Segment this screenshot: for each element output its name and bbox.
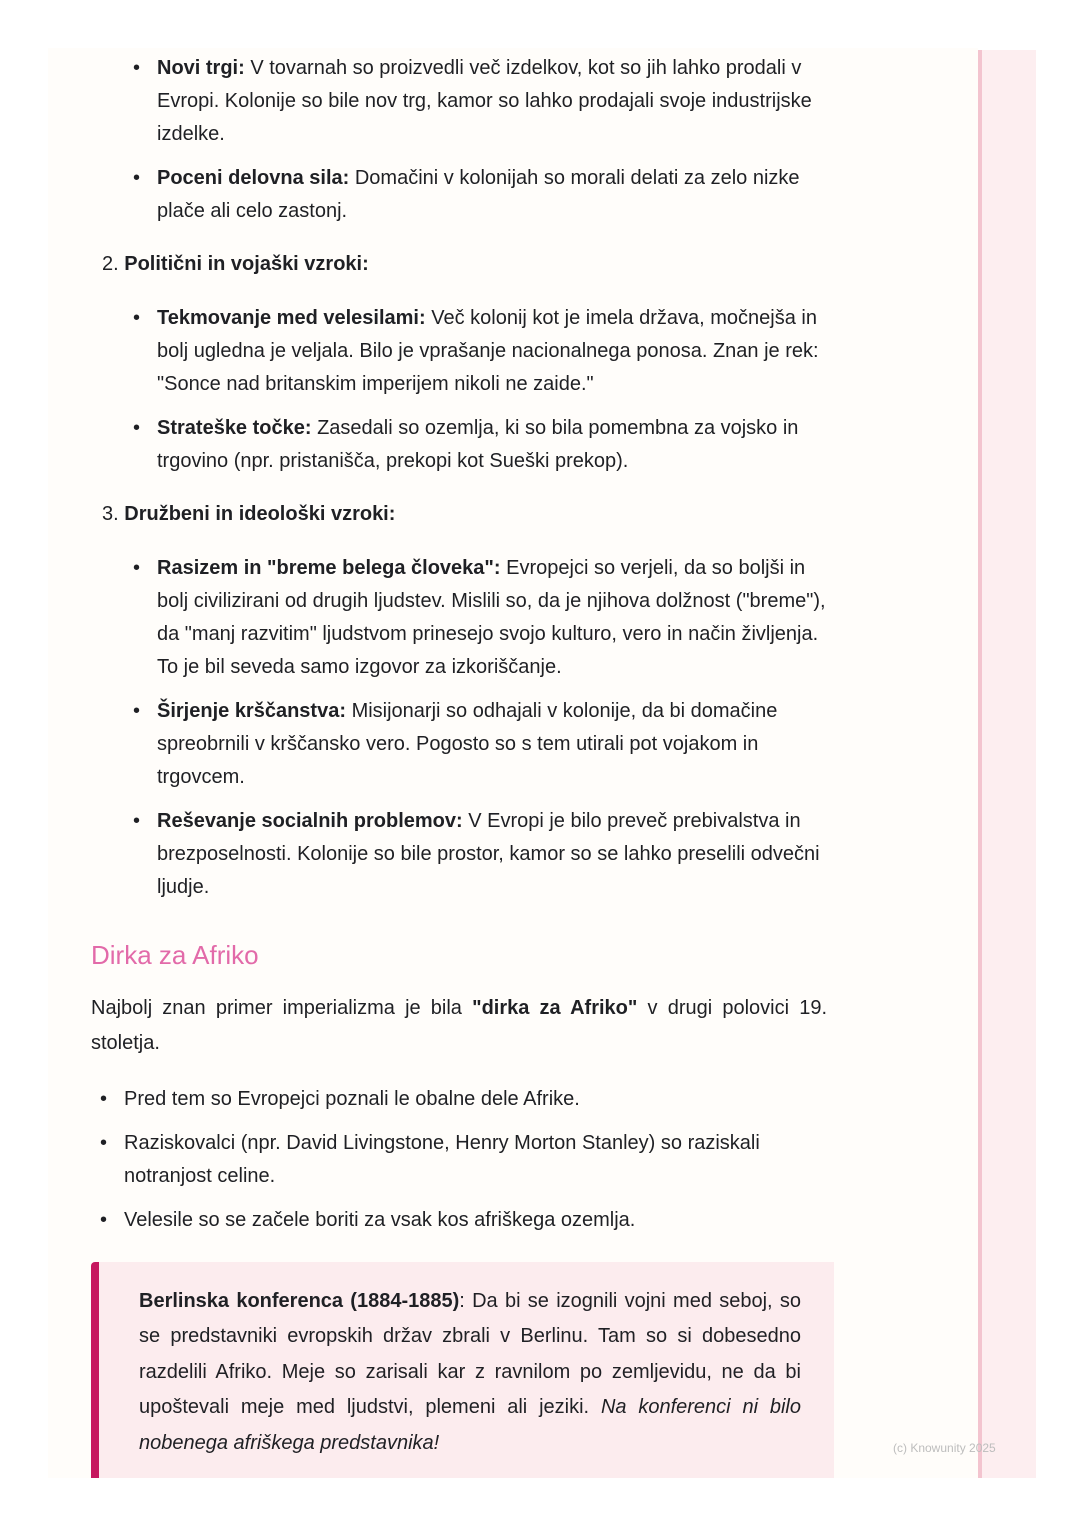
item-number: 2. [102, 253, 119, 275]
item-title: Družbeni in ideološki vzroki: [124, 503, 396, 525]
term: Novi trgi: [157, 57, 245, 79]
item-title: Politični in vojaški vzroki: [124, 253, 369, 275]
list-item [133, 412, 829, 478]
item-text: Raziskovalci (npr. David Livingstone, Henry Morton Stanley) so raziskali notranjost celine. [124, 1132, 760, 1187]
list-item [133, 695, 829, 794]
intro-paragraph [91, 991, 827, 1061]
list-item [100, 1127, 804, 1193]
list-item [133, 302, 829, 401]
africa-bullets [100, 1083, 804, 1237]
item-text: Velesile so se začele boriti za vsak kos afriškega ozemlja. [124, 1209, 636, 1231]
numbered-heading-social [102, 498, 395, 531]
bullet-glyph: • [100, 1088, 108, 1110]
bullet-glyph: • [133, 700, 141, 722]
intro-before: Najbolj znan primer imperializma je bila [91, 997, 462, 1019]
bullet-glyph: • [100, 1132, 108, 1154]
callout-text [139, 1284, 801, 1461]
callout-box [91, 1262, 834, 1478]
term: Poceni delovna sila: [157, 167, 350, 189]
item-text: Pred tem so Evropejci poznali le obalne dele Afrike. [124, 1088, 580, 1110]
political-bullets [133, 302, 829, 478]
item-number: 3. [102, 503, 119, 525]
bullet-glyph: • [100, 1209, 108, 1231]
item-text: Domačini v kolonijah so morali delati za zelo nizke plače ali celo zastonj. [157, 167, 800, 222]
bullet-glyph: • [133, 810, 141, 832]
numbered-heading-political [102, 248, 369, 281]
list-item [133, 52, 829, 151]
list-item [133, 805, 829, 904]
term: Rasizem in "breme belega človeka": [157, 557, 501, 579]
list-item [100, 1083, 804, 1116]
term: Širjenje krščanstva: [157, 700, 346, 722]
social-bullets [133, 552, 829, 904]
bullet-glyph: • [133, 167, 141, 189]
callout-term: Berlinska konferenca (1884-1885) [139, 1290, 460, 1312]
side-panel [978, 50, 1036, 1478]
bullet-glyph: • [133, 417, 141, 439]
bullet-glyph: • [133, 57, 141, 79]
list-item [133, 162, 829, 228]
list-item [100, 1204, 804, 1237]
intro-bold: "dirka za Afriko" [472, 997, 638, 1019]
section-heading: Dirka za Afriko [91, 940, 259, 970]
item-text: Zasedali so ozemlja, ki so bila pomembna za vojsko in trgovino (npr. pristanišča, prekopi kot Sueški prekop). [157, 417, 799, 472]
term: Tekmovanje med velesilami: [157, 307, 426, 329]
watermark: (c) Knowunity 2025 [893, 1441, 996, 1455]
item-text: V tovarnah so proizvedli več izdelkov, kot so jih lahko prodali v Evropi. Kolonije so bile nov trg, kamor so lahko prodajali svoje industrijske izdelke. [157, 57, 812, 145]
item-text: V Evropi je bilo preveč prebivalstva in brezposelnosti. Kolonije so bile prostor, kamor so se lahko preselili odvečni ljudje. [157, 810, 820, 898]
bullet-glyph: • [133, 557, 141, 579]
economic-bullets [133, 52, 829, 228]
callout-body: : Da bi se izognili vojni med seboj, so se predstavniki evropskih držav zbrali v Berlinu. Tam so si dobesedno razdelili Afriko. Meje so zarisali kar z ravnilom po zemljevidu, ne da bi upoštevali meje med ljudstvi, plemeni ali jeziki. [139, 1290, 801, 1419]
term: Reševanje socialnih problemov: [157, 810, 463, 832]
callout-italic: Na konferenci ni bilo nobenega afriškega predstavnika! [139, 1396, 801, 1454]
bullet-glyph: • [133, 307, 141, 329]
list-item [133, 552, 829, 684]
term: Strateške točke: [157, 417, 312, 439]
item-text: Več kolonij kot je imela država, močnejša in bolj ugledna je veljala. Bilo je vprašanje nacionalnega ponosa. Znan je rek: "Sonce nad britanskim imperijem nikoli ne zaide." [157, 307, 819, 395]
item-text: Evropejci so verjeli, da so boljši in bolj civilizirani od drugih ljudstev. Mislili so, da je njihova dolžnost ("breme"), da "manj razvitim" ljudstvom prinesejo svojo kulturo, vero in način življenja. To je bil seveda samo izgovor za izkoriščanje. [157, 557, 826, 678]
intro-after: v drugi polovici 19. stoletja. [91, 997, 828, 1054]
item-text: Misijonarji so odhajali v kolonije, da bi domačine spreobrnili v krščansko vero. Pogosto so s tem utirali pot vojakom in trgovcem. [157, 700, 778, 788]
